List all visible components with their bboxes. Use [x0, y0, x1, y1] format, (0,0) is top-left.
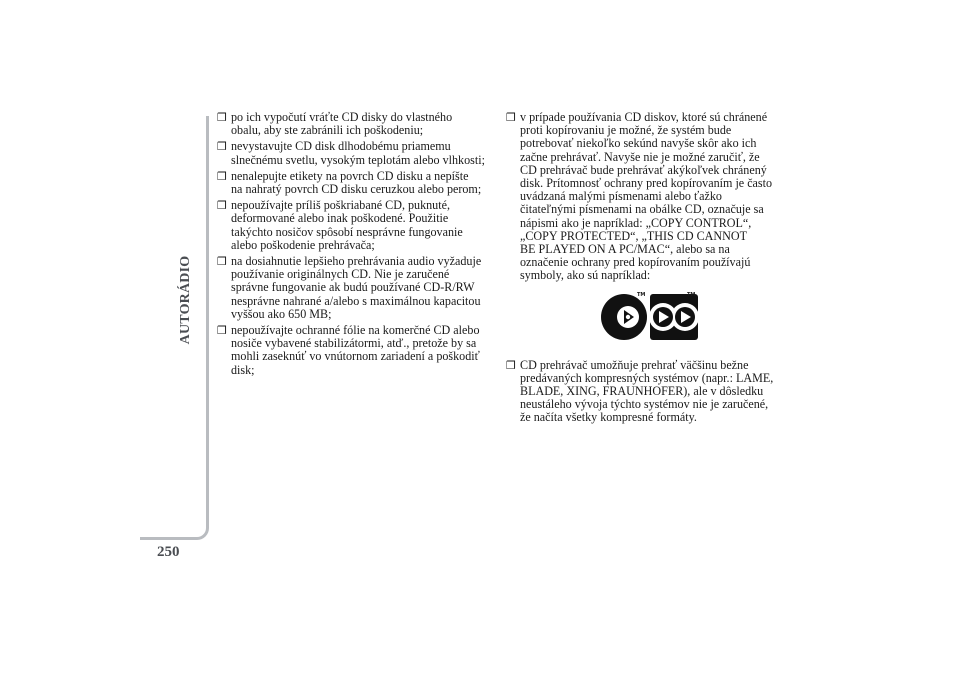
checkbox-bullet-icon: ❒ — [217, 199, 227, 213]
checkbox-bullet-icon: ❒ — [217, 255, 227, 269]
section-title: AUTORÁDIO — [178, 255, 193, 345]
checkbox-bullet-icon: ❒ — [217, 169, 227, 183]
list-item-text: v prípade používania CD diskov, ktoré sú chránené proti kopírovaniu je možné, že systém bude potrebovať niekoľko sekúnd navyše skôr ako ich začne prehrávať. Navyše nie je možné zaručiť, že CD prehrávač bude prehrávať akýkoľvek chránený disk. Prítomnosť ochrany pred kopírovaním je často uvádzaná malými písmenami alebo ťažko čitateľnými písmenami na obálke CD, označuje sa nápismi ako je napríklad: „COPY CONTROL“, „COPY PROTECTED“, „THIS CD CANNOT BE PLAYED ON A PC/MAC“, alebo sa na označenie ochrany pred kopírovaním používajú symboly, ako sú napríklad: — [520, 110, 773, 283]
list-item-text: nepoužívajte ochranné fólie na komerčné CD alebo nosiče vybavené stabilizátormi, atď., pretože by sa mohli zaseknúť vo vnútornom zariadení a poškodiť disk; — [231, 323, 480, 377]
checkbox-bullet-icon: ❒ — [506, 111, 516, 124]
left-column — [217, 111, 495, 380]
list-item-text: nevystavujte CD disk dlhodobému priamemu slnečnému svetlu, vysokým teplotám alebo vlhkosti; — [231, 139, 485, 167]
checkbox-bullet-icon: ❒ — [506, 358, 516, 372]
list-item — [217, 111, 495, 137]
list-item — [217, 324, 495, 377]
list-item-text: po ich vypočutí vráťte CD disky do vlastného obalu, aby ste zabránili ich poškodeniu; — [231, 110, 453, 138]
list-item — [217, 170, 495, 196]
page-margin-rule — [140, 116, 209, 540]
list-item-text: na dosiahnutie lepšieho prehrávania audio vyžaduje používanie originálnych CD. Nie je zaručené správne fungovanie ak budú používané CD-R/RW nesprávne nahrané a/alebo s maximálnou kapacitou vyššou ako 650 MB; — [231, 254, 482, 321]
right-column — [506, 111, 786, 428]
checkbox-bullet-icon: ❒ — [217, 140, 227, 154]
list-item — [506, 111, 786, 283]
list-item — [217, 199, 495, 252]
trademark-mark: TM — [687, 291, 696, 298]
page-number: 250 — [157, 544, 180, 560]
copy-protection-logos — [506, 293, 786, 345]
list-item — [217, 255, 495, 321]
list-item-text: nepoužívajte príliš poškriabané CD, puknuté, deformované alebo inak poškodené. Použitie takýchto nosičov spôsobí nesprávne fungovanie alebo poškodenie prehrávača; — [231, 198, 463, 252]
trademark-mark: TM — [637, 291, 646, 298]
list-item — [217, 140, 495, 166]
list-item-text: CD prehrávač umožňuje prehrať väčšinu bežne predávaných kompresných systémov (napr.: LAME, BLADE, XING, FRAUNHOFER), ale v dôsledku neustáleho vývoja týchto systémov nie je zaručené, že načíta všetky kompresné formáty. — [520, 357, 774, 425]
checkbox-bullet-icon: ❒ — [217, 111, 227, 124]
list-item-text: nenalepujte etikety na povrch CD disku a nepíšte na nahratý povrch CD disku ceruzkou alebo perom; — [231, 168, 482, 197]
list-item — [506, 359, 786, 425]
checkbox-bullet-icon: ❒ — [217, 324, 227, 338]
